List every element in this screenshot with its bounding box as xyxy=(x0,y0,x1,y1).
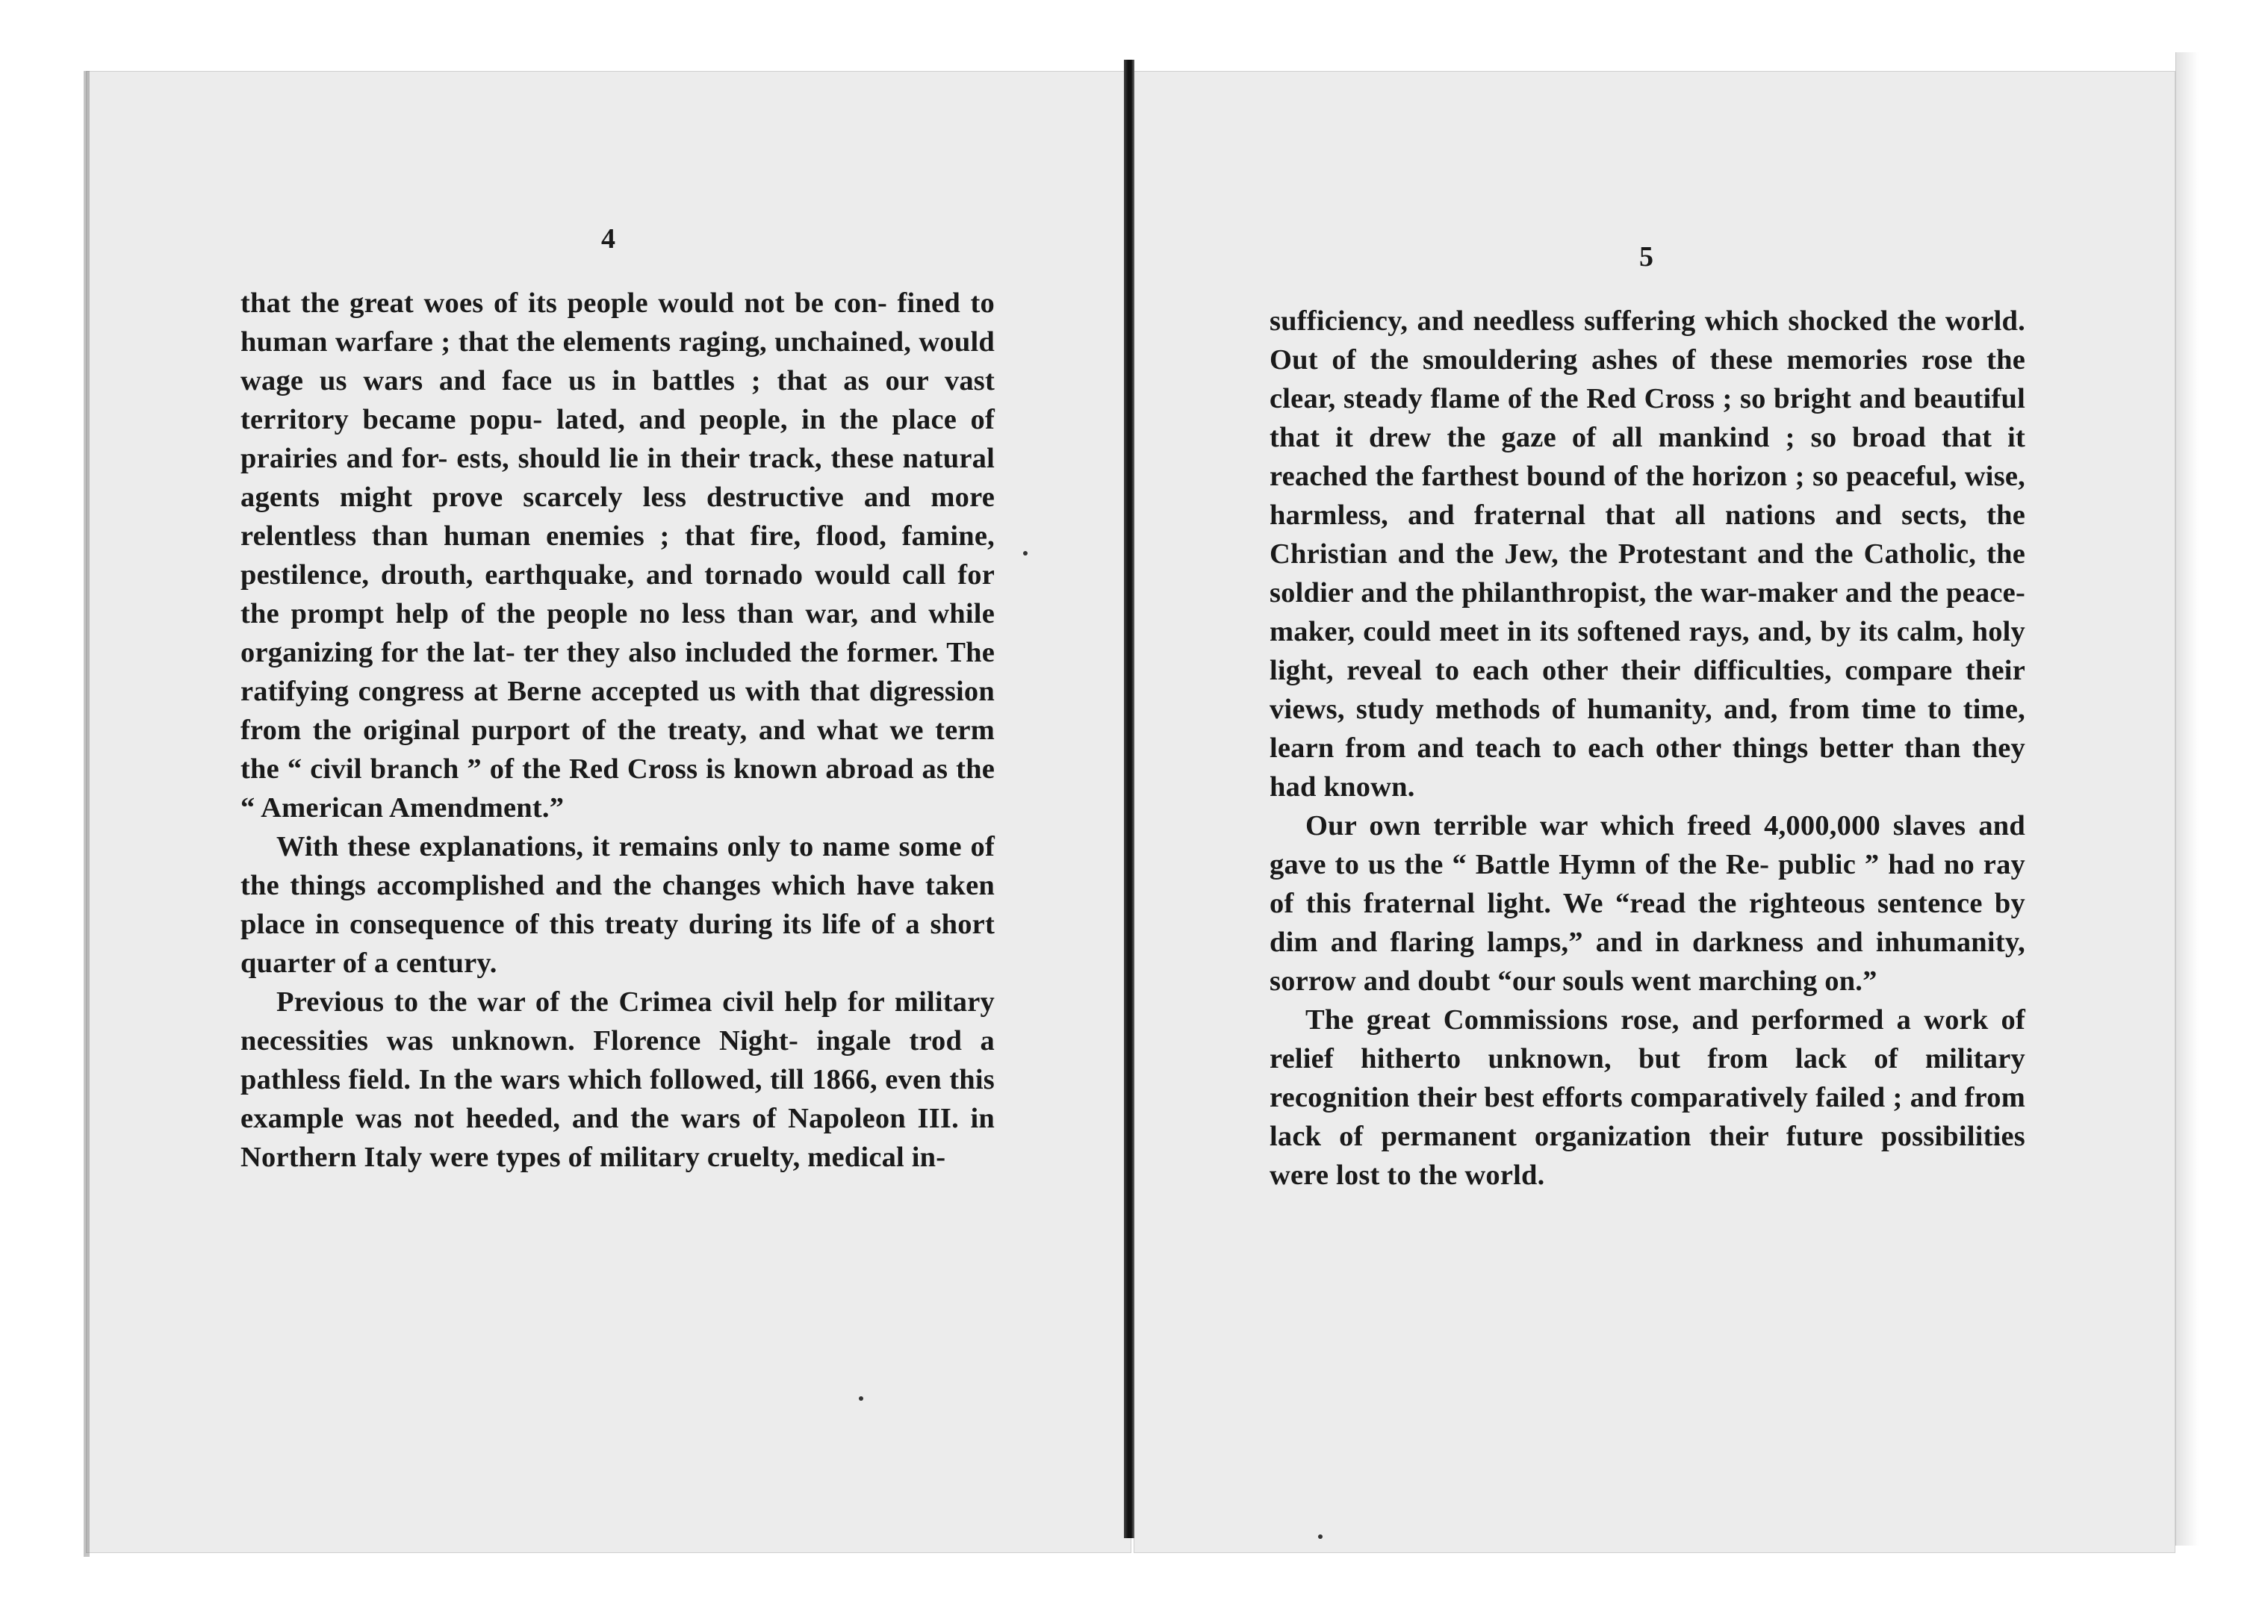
page-number-right: 5 xyxy=(1639,241,1653,273)
paragraph: Our own terrible war which freed 4,000,000 slaves and gave to us the “ Battle Hymn of the Re- public ” had no ray of this fraternal light. We “read the righteous sentence by dim and flaring lamps,” and in darkness and inhumanity, sorrow and doubt “our souls went marching on.” xyxy=(1270,810,2025,997)
paper-speck xyxy=(1023,551,1028,556)
paragraph: that the great woes of its people would not be con- fined to human warfare ; that the elements raging, unchained, would wage us wars and face us in battles ; that as our vast territory became popu- lated, and people, in the place of prairies and for- ests, should lie in their track, these natural agents might prove scarcely less destructive and more relentless than human enemies ; that fire, flood, famine, pestilence, drouth, earthquake, and tornado would call for the prompt help of the people no less than war, and while organizing for the lat- ter they also included the former. The ratifying congress at Berne accepted us with that digression from the original purport of the treaty, and what we term the “ civil branch ” of the Red Cross is known abroad as the “ American Amendment.” xyxy=(240,287,995,824)
left-page-text xyxy=(240,284,995,1177)
paragraph: With these explanations, it remains only to name some of the things accomplished and the changes which have taken place in consequence of this treaty during its life of a short quarter of a century. xyxy=(240,831,995,979)
page-number-left: 4 xyxy=(601,223,615,255)
paper-speck xyxy=(1318,1534,1323,1539)
paper-speck xyxy=(859,1396,863,1401)
book-gutter xyxy=(1124,60,1134,1538)
right-page-text xyxy=(1270,302,2025,1195)
paragraph: sufficiency, and needless suffering which shocked the world. Out of the smouldering ashes of these memories rose the clear, steady flame of the Red Cross ; so bright and beautiful that it drew the gaze of all mankind ; so broad that it reached the farthest bound of the horizon ; so peaceful, wise, harmless, and fraternal that all nations and sects, the Christian and the Jew, the Protestant and the Catholic, the soldier and the philanthropist, the war-maker and the peace-maker, could meet in its softened rays, and, by its calm, holy light, reveal to each other their difficulties, compare their views, study methods of humanity, and, from time to time, learn from and teach to each other things better than they had known. xyxy=(1270,305,2025,803)
paragraph: Previous to the war of the Crimea civil help for military necessities was unknown. Florence Night- ingale trod a pathless field. In the wars which followed, till 1866, even this example was not heeded, and the wars of Napoleon III. in Northern Italy were types of military cruelty, medical in- xyxy=(240,986,995,1173)
paragraph: The great Commissions rose, and performed a work of relief hitherto unknown, but from lack of military recognition their best efforts comparatively failed ; and from lack of permanent organization their future possibilities were lost to the world. xyxy=(1270,1004,2025,1191)
right-page-edge xyxy=(2175,52,2199,1546)
left-page-edge xyxy=(84,71,90,1557)
